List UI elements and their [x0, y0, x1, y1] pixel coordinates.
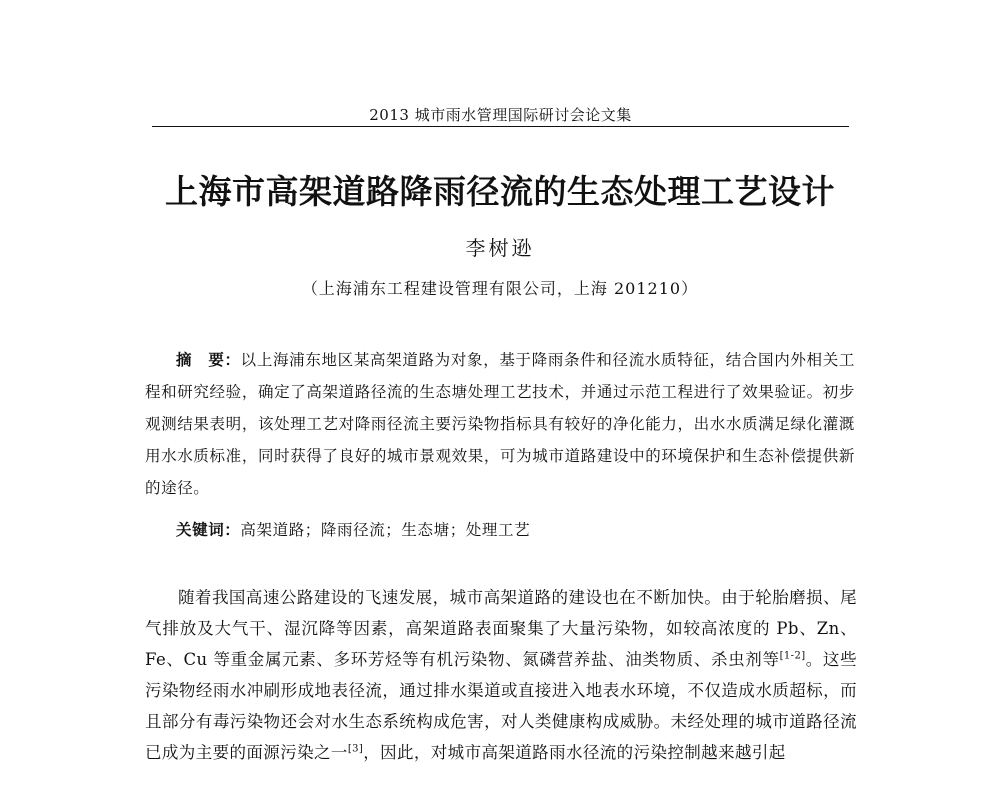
keywords-label: 关键词： [176, 521, 241, 539]
body-text-part-3: ，因此，对城市高架道路雨水径流的污染控制越来越引起 [363, 743, 786, 762]
abstract-label: 摘 要： [176, 351, 241, 369]
body-text-part-2: 。这些污染物经雨水冲刷形成地表径流，通过排水渠道或直接进入地表水环境，不仅造成水质超标，而且部分有毒污染物还会对水生态系统构成危害，对人类健康构成威胁。未经处理的城市道路径流已成为主要的面源污染之一 [145, 650, 857, 762]
citation-3: [3] [347, 743, 364, 755]
author-affiliation: （上海浦东工程建设管理有限公司，上海 201210） [301, 279, 699, 298]
running-header: 2013 城市雨水管理国际研讨会论文集 [369, 106, 632, 124]
abstract [145, 344, 855, 504]
body-paragraph [145, 582, 857, 768]
paper-title: 上海市高架道路降雨径流的生态处理工艺设计 [165, 172, 835, 211]
header-rule [152, 126, 849, 127]
keywords [145, 514, 855, 546]
abstract-text: 以上海浦东地区某高架道路为对象，基于降雨条件和径流水质特征，结合国内外相关工程和研究经验，确定了高架道路径流的生态塘处理工艺技术，并通过示范工程进行了效果验证。初步观测结果表明，该处理工艺对降雨径流主要污染物指标具有较好的净化能力，出水水质满足绿化灌溉用水水质标准，同时获得了良好的城市景观效果，可为城市道路建设中的环境保护和生态补偿提供新的途径。 [145, 351, 855, 497]
body-text-part-1: 随着我国高速公路建设的飞速发展，城市高架道路的建设也在不断加快。由于轮胎磨损、尾气排放及大气干、湿沉降等因素，高架道路表面聚集了大量污染物，如较高浓度的 Pb、Zn、Fe、Cu 等重金属元素、多环芳烃等有机污染物、氮磷营养盐、油类物质、杀虫剂等 [145, 588, 857, 669]
keywords-text: 高架道路；降雨径流；生态塘；处理工艺 [240, 521, 531, 539]
author-name: 李树逊 [465, 236, 535, 260]
citation-1-2: [1-2] [779, 650, 806, 662]
